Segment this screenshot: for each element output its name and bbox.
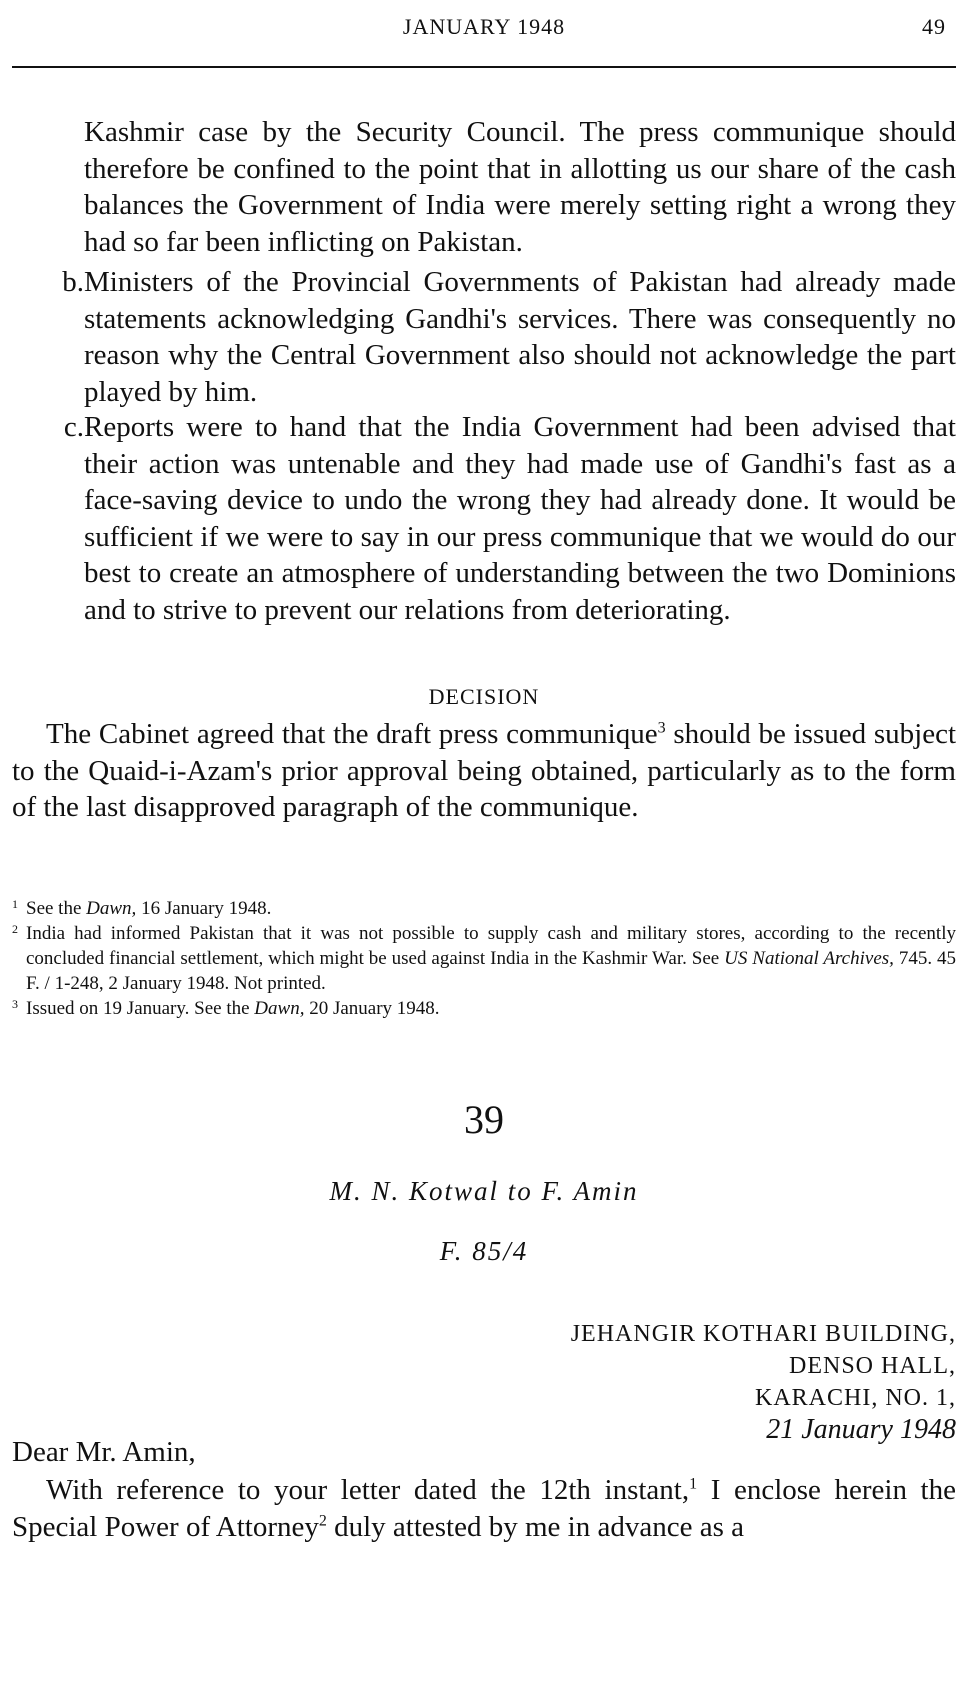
footnote-1-italic: Dawn, — [86, 898, 137, 919]
footnote-ref-1: 1 — [689, 1475, 698, 1493]
footnote-2 — [12, 921, 956, 996]
decision-text-after: should be issued subject to the Quaid-i-Azam's prior approval being obtained, particularly as to the form of the last disapproved paragraph of the communique. — [12, 718, 957, 823]
footnotes — [12, 896, 956, 1021]
address-line-1: JEHANGIR KOTHARI BUILDING, — [570, 1321, 956, 1347]
footnote-3 — [12, 996, 956, 1021]
list-item-c-label: c. — [63, 411, 84, 443]
footnote-3-text-a: Issued on 19 January. See the — [26, 998, 255, 1019]
decision-text-before: The Cabinet agreed that the draft press communique — [46, 718, 658, 750]
header-rule — [12, 66, 956, 68]
item-a-continuation: Kashmir case by the Security Council. The press communique should therefore be confined to the point that in allotting us our share of the cash balances the Government of India were merely setting right a wrong they had so far been inflicting on Pakistan. — [84, 116, 956, 258]
document-number: 39 — [464, 1097, 504, 1142]
footnote-2-italic: US National Archives, — [724, 948, 894, 969]
footnote-1-text-b: 16 January 1948. — [136, 898, 272, 919]
address-line-2: DENSO HALL, — [789, 1353, 956, 1379]
running-header — [12, 8, 956, 52]
footnote-1-mark: 1 — [12, 897, 18, 911]
salutation: Dear Mr. Amin, — [12, 1436, 196, 1468]
footnote-2-mark: 2 — [12, 922, 18, 936]
footnote-ref-2: 2 — [318, 1511, 327, 1529]
list-item-c-text: Reports were to hand that the India Government had been advised that their action was untenable and they had made use of Gandhi's fast as a face-saving device to undo the wrong they had already done. It would be sufficient if we were to say in our press communique that we would do our best to create an atmosphere of understanding between the two Dominions and to strive to prevent our relations from deteriorating. — [84, 411, 956, 626]
footnote-3-text-b: 20 January 1948. — [304, 998, 440, 1019]
decision-heading: DECISION — [428, 684, 540, 709]
letter-body-a: With reference to your letter dated the 12th instant, — [46, 1474, 690, 1506]
sender-address — [571, 1318, 956, 1446]
decision-paragraph — [12, 716, 956, 826]
letter-body-c: duly attested by me in advance as a — [326, 1510, 744, 1543]
header-title: JANUARY 1948 — [402, 14, 566, 39]
footnote-3-mark: 3 — [12, 997, 18, 1011]
document-file-ref: F. 85/4 — [439, 1236, 529, 1266]
footnote-2-text-a: India had informed Pakistan that it was not possible to supply cash and military stores, according to the recently concluded financial settlement, which might be used against India in the Kashmir War. See — [26, 923, 956, 969]
footnote-1-text-a: See the — [26, 898, 87, 919]
document-title: M. N. Kotwal to F. Amin — [329, 1176, 639, 1206]
page-number: 49 — [922, 14, 946, 39]
address-line-3: KARACHI, NO. 1, — [755, 1385, 956, 1411]
letter-body-b: I enclose herein the Special Power of Attorney — [12, 1474, 956, 1543]
footnote-3-italic: Dawn, — [254, 998, 305, 1019]
letter-date: 21 January 1948 — [766, 1414, 956, 1445]
list-item-b-text: Ministers of the Provincial Governments of Pakistan had already made statements acknowledging Gandhi's services. There was consequently no reason why the Central Government also should not acknowledge the part played by him. — [84, 266, 956, 408]
footnote-ref-3: 3 — [657, 719, 666, 737]
letter-body — [12, 1472, 956, 1545]
footnote-1 — [12, 896, 956, 921]
footnote-2-text-b: 745. 45 F. / 1-248, 2 January 1948. Not printed. — [26, 948, 957, 994]
list-item-b-label: b. — [62, 266, 84, 298]
